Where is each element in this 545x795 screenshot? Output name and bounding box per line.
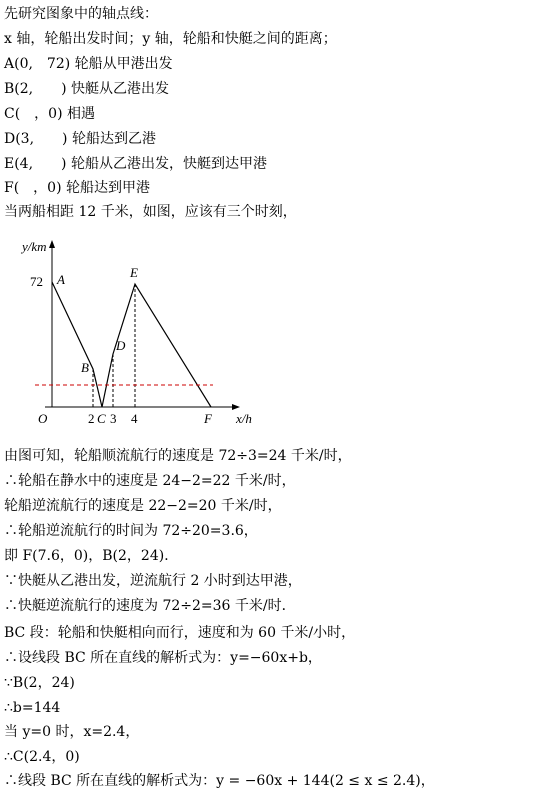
text-line: ∵快艇从乙港出发，逆流航行 2 小时到达甲港，	[4, 573, 302, 589]
x-tick-f: F	[204, 411, 212, 426]
x-tick-4: 4	[131, 411, 138, 426]
text-line: 先研究图象中的轴点线：	[4, 6, 158, 22]
text-line: ∴轮船逆流航行的时间为 72÷20=3.6，	[4, 523, 258, 539]
text-line: ∴C(2.4，0)	[4, 749, 80, 765]
text-line: E(4, ) 轮船从乙港出发，快艇到达甲港	[4, 156, 267, 172]
distance-time-graph	[0, 232, 280, 432]
origin-label: O	[38, 411, 48, 426]
x-axis-label: x/h	[236, 411, 252, 426]
text-line: ∴线段 BC 所在直线的解析式为：y = −60x + 144(2 ≤ x ≤ 2.4)，	[4, 773, 435, 789]
distance-curve	[52, 282, 211, 407]
text-line: B(2, ) 快艇从乙港出发	[4, 81, 170, 97]
text-line: 由图可知，轮船顺流航行的速度是 72÷3=24 千米/时，	[4, 448, 352, 464]
text-line: ∴设线段 BC 所在直线的解析式为：y=−60x+b，	[4, 650, 322, 666]
text-line: 轮船逆流航行的速度是 22−2=20 千米/时，	[4, 498, 282, 514]
point-b-label: B	[81, 360, 89, 375]
x-tick-c: C	[97, 411, 106, 426]
y-axis-arrow	[49, 240, 55, 248]
text-line: C( ，0) 相遇	[4, 106, 95, 122]
text-line: 即 F(7.6，0)，B(2，24)．	[4, 548, 179, 564]
text-line: A(0, 72) 轮船从甲港出发	[4, 56, 173, 72]
text-line: ∵B(2，24)	[4, 675, 75, 691]
text-line: 当两船相距 12 千米，如图，应该有三个时刻，	[4, 204, 297, 220]
text-line: ∴轮船在静水中的速度是 24−2=22 千米/时，	[4, 473, 296, 489]
text-line: D(3, ) 轮船达到乙港	[4, 131, 156, 147]
text-line: ∴b=144	[4, 700, 61, 716]
point-e-label: E	[130, 265, 138, 280]
y-tick-72: 72	[30, 274, 43, 289]
text-line: BC 段：轮船和快艇相向而行，速度和为 60 千米/小时，	[4, 625, 356, 641]
x-tick-3: 3	[110, 411, 117, 426]
text-line: F( ，0) 轮船达到甲港	[4, 180, 150, 196]
point-d-label: D	[116, 338, 126, 353]
text-line: 当 y=0 时，x=2.4，	[4, 724, 140, 740]
x-axis-arrow	[232, 404, 240, 410]
text-line: x 轴，轮船出发时间；y 轴，轮船和快艇之间的距离；	[4, 31, 337, 47]
text-line: ∴快艇逆流航行的速度为 72÷2=36 千米/时．	[4, 598, 296, 614]
x-tick-2: 2	[88, 411, 95, 426]
point-a-label: A	[57, 272, 65, 287]
y-axis-label: y/km	[22, 239, 47, 254]
